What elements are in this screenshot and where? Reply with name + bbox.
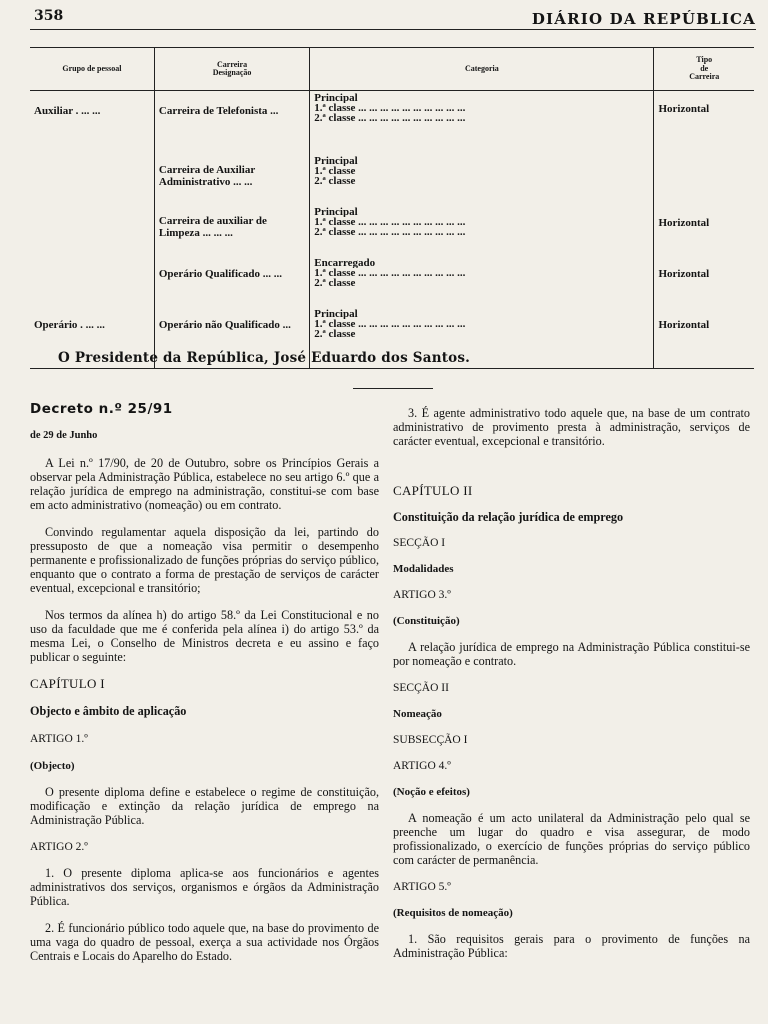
section-title: Nomeação (393, 708, 442, 720)
intro-paragraph: Convindo regulamentar aquela disposição da lei, partindo do pressuposto de que a nomeação visa permitir o desempenho permanente e profissionalizado de funções próprias do serviço público, enquanto que o contrato a forma de prestação de serviços de carácter eventual, excepcional e transitório; (30, 525, 379, 595)
decree-title: Decreto n.º 25/91 (30, 401, 173, 417)
cell-category: Principal 1.ª classe ... ... ... ... ... ... ... ... ... ... 2.ª classe (310, 307, 654, 369)
article-title: (Objecto) (30, 760, 75, 772)
chapter-heading: CAPÍTULO I (30, 676, 105, 691)
chapter-heading: CAPÍTULO II (393, 483, 473, 498)
article-text: 1. São requisitos gerais para o provimento de funções na Administração Pública: (393, 932, 750, 960)
cell-career: Carreira de Telefonista ... (154, 91, 309, 155)
article-heading: ARTIGO 3.º (393, 589, 451, 601)
right-column (393, 406, 750, 973)
article-text: A relação jurídica de emprego na Administração Pública constitui-se por nomeação e contrato. (393, 640, 750, 668)
article-heading: ARTIGO 2.º (30, 841, 88, 853)
journal-title: DIÁRIO DA REPÚBLICA (531, 10, 756, 28)
section-separator (353, 388, 433, 389)
article-title: (Noção e efeitos) (393, 786, 470, 798)
cell-group: Operário . ... ... (30, 307, 154, 369)
page-number: 358 (34, 8, 64, 24)
page-header (30, 6, 756, 30)
cell-group (30, 154, 154, 205)
cell-category: Principal 1.ª classe 2.ª classe (310, 154, 654, 205)
col-header-group: Grupo de pessoal (30, 48, 154, 91)
table-row (30, 205, 754, 256)
article-text: O presente diploma define e estabelece o regime de constituição, modificação e extinção da relação jurídica de emprego na Administração Pública. (30, 785, 379, 827)
intro-paragraph: A Lei n.º 17/90, de 20 de Outubro, sobre os Princípios Gerais a observar pela Administração Pública, estabelece no seu artigo 6.º que a relação jurídica de emprego na administração, constitui-se com base em acto administrativo (nomeação) ou em contrato. (30, 456, 379, 512)
article-text: 2. É funcionário público todo aquele que, na base do provimento de uma vaga do quadro de pessoal, exerça a sua actividade nos Órgãos Centrais e Locais do Aparelho do Estado. (30, 921, 379, 963)
cell-career: Operário Qualificado ... ... (154, 256, 309, 307)
cell-group (30, 256, 154, 307)
cell-type: Horizontal (658, 103, 710, 115)
table-row (30, 91, 754, 155)
cell-category: Principal 1.ª classe ... ... ... ... ... ... ... ... ... ... 2.ª classe ... ... ... ... ... ... ... ... ... ... (310, 91, 654, 155)
decree-date: de 29 de Junho (30, 430, 98, 441)
intro-paragraph: Nos termos da alínea h) do artigo 58.º da Lei Constitucional e no uso da faculdade que me é conferida pela alínea i) do artigo 53.º da mesma Lei, o Conselho de Ministros decreta e eu assino e faço publicar o seguinte: (30, 608, 379, 664)
article-title: (Requisitos de nomeação) (393, 907, 513, 919)
table-row (30, 256, 754, 307)
section-heading: SECÇÃO I (393, 537, 446, 549)
section-heading: SECÇÃO II (393, 682, 449, 694)
article-text: 3. É agente administrativo todo aquele que, na base de um contrato administrativo de provimento presta à administração, serviços de carácter eventual, excepcional e transitório. (393, 406, 750, 448)
cell-group: Auxiliar . ... ... (30, 91, 154, 155)
cell-category: Principal 1.ª classe ... ... ... ... ... ... ... ... ... ... 2.ª classe ... ... ... ... ... ... ... ... ... ... (310, 205, 654, 256)
col-header-category: Categoria (310, 48, 654, 91)
article-heading: ARTIGO 1.º (30, 733, 88, 745)
article-heading: ARTIGO 5.º (393, 881, 451, 893)
cell-type: Horizontal (658, 268, 710, 280)
cell-group (30, 205, 154, 256)
left-column (30, 402, 379, 976)
section-title: Modalidades (393, 563, 454, 575)
col-header-career: Carreira Designação (154, 48, 309, 91)
cell-type: Horizontal (654, 307, 754, 369)
article-title: (Constituição) (393, 615, 460, 627)
career-table (30, 47, 754, 369)
chapter-title: Constituição da relação jurídica de emprego (393, 510, 624, 524)
subsection-heading: SUBSECÇÃO I (393, 734, 468, 746)
article-text: A nomeação é um acto unilateral da Administração pelo qual se preenche um lugar do quadro e visa assegurar, de modo profissionalizado, o exercício de funções próprias do serviço público com carácter de permanência. (393, 811, 750, 867)
header-rule (30, 29, 756, 30)
cell-type: Horizontal (658, 217, 710, 229)
cell-career: Carreira de auxiliar de Limpeza ... ... ... (154, 205, 309, 256)
cell-career: Operário não Qualificado ... (154, 307, 309, 369)
cell-career: Carreira de Auxiliar Administrativo ... ... (154, 154, 309, 205)
cell-category: Encarregado 1.ª classe ... ... ... ... ... ... ... ... ... ... 2.ª classe (310, 256, 654, 307)
table-row (30, 154, 754, 205)
cell-type (654, 154, 754, 205)
chapter-title: Objecto e âmbito de aplicação (30, 704, 187, 718)
col-header-type: Tipo de Carreira (654, 48, 754, 91)
article-heading: ARTIGO 4.º (393, 760, 451, 772)
article-text: 1. O presente diploma aplica-se aos funcionários e agentes administrativos dos serviços, organismos e órgãos da Administração Pública. (30, 866, 379, 908)
president-signature: O Presidente da República, José Eduardo dos Santos. (58, 350, 471, 366)
